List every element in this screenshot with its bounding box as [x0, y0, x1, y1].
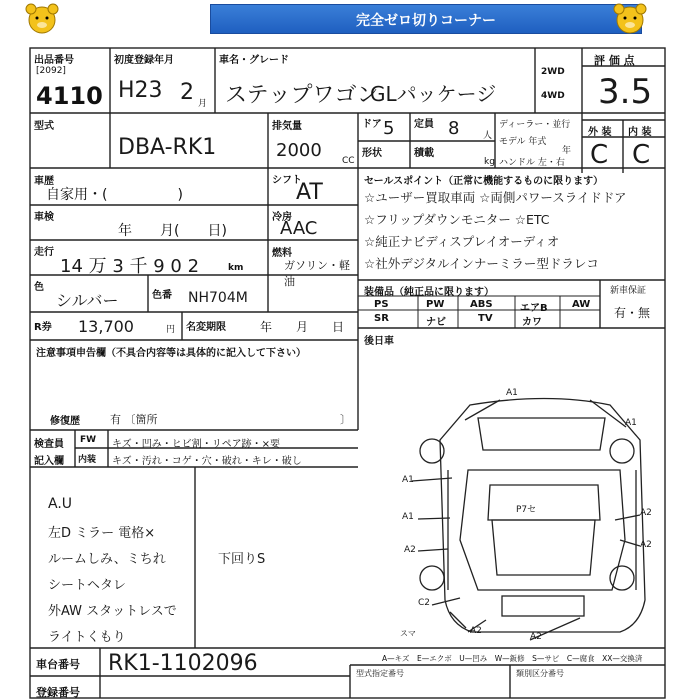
mileage-value: 14 万 3 千 9 0 2 [60, 256, 200, 277]
damage-mark: A1 [402, 512, 414, 522]
load-label: 積載 [414, 148, 434, 159]
fw-label: FW [80, 435, 97, 445]
banner-title: 完全ゼロ切りコーナー [356, 13, 496, 29]
repair-label: 修復歴 [50, 416, 80, 427]
sales-point-item: ☆フリップダウンモニター ☆ETC [364, 212, 550, 227]
model-label: 車名・グレード [219, 55, 289, 66]
notes-label: 注意事項申告欄（不具合内容等は具体的に記入して下さい） [36, 348, 306, 359]
damage-mark: A2 [470, 626, 482, 636]
sales-point-item: ☆社外デジタルインナーミラー型ドラレコ [364, 256, 599, 271]
grade: GLパッケージ [370, 82, 497, 106]
exterior-label: 外 装 [588, 127, 612, 138]
codes-exterior: キズ・凹み・ヒビ割・リペア跡・×要 [112, 439, 280, 450]
drive-4wd: 4WD [541, 91, 565, 101]
drive-2wd: 2WD [541, 67, 565, 77]
chassis-label: 車台番号 [36, 658, 80, 671]
recycle-value: 13,700 [78, 317, 134, 336]
under-note: 下回りS [218, 552, 266, 567]
category-label: 類別区分番号 [516, 669, 564, 678]
inspector-label: 検査員 [34, 439, 64, 450]
first-reg-label: 初度登録年月 [114, 55, 174, 66]
mileage-label: 走行 [34, 247, 54, 258]
banner [210, 4, 642, 34]
capacity-value: 8 [448, 118, 460, 139]
type-designation-label: 型式指定番号 [356, 669, 404, 678]
lot-label: 出品番号 [34, 55, 74, 66]
mascot-bear-icon [22, 2, 62, 36]
warranty-value: 有・無 [614, 306, 651, 320]
sales-points-label: セールスポイント（正常に機能するものに限ります） [364, 176, 604, 187]
km-unit: km [228, 263, 244, 273]
inspection-value: 年 月( 日) [118, 223, 227, 239]
damage-mark: A2 [640, 540, 652, 550]
model-year-label: モデル 年式 [499, 137, 547, 147]
recycle-label: R券 [34, 322, 52, 333]
cc-unit: CC [342, 156, 355, 166]
color-value: シルバー [56, 291, 119, 310]
after-label: 後日車 [364, 336, 394, 347]
note-line: A.U [48, 496, 73, 512]
inspection-label: 車検 [34, 212, 54, 223]
capacity-label: 定員 [414, 119, 434, 130]
note-line: ライトくもり [48, 630, 126, 645]
equip-abs: ABS [470, 299, 493, 310]
codes-interior: キズ・汚れ・コゲ・穴・破れ・キレ・破し [112, 456, 302, 467]
interior-label: 内 装 [628, 127, 652, 138]
damage-mark: A2 [640, 508, 652, 518]
sales-point-item: ☆ユーザー買取車両 ☆両側パワースライドドア [364, 190, 627, 205]
name-change-value: 年 月 日 [260, 320, 345, 334]
note-line: 外AW スタットレスで [48, 604, 177, 619]
damage-mark: A1 [506, 388, 518, 398]
note-line: シートヘタレ [48, 578, 127, 593]
dealer-label: ディーラー・並行 [499, 120, 571, 130]
use-value: 自家用・( ) [46, 187, 183, 203]
damage-mark: A2 [530, 632, 542, 642]
type-label: 型式 [34, 121, 54, 132]
reg-year: H23 [118, 78, 163, 103]
damage-mark: スマ [400, 629, 416, 638]
equip-sr: SR [374, 313, 389, 324]
color-no-label: 色番 [152, 290, 172, 301]
repair-value: 有 〔箇所 [110, 413, 158, 426]
lot-number: 4110 [36, 82, 103, 110]
damage-mark: A2 [404, 545, 416, 555]
new-warranty-label: 新車保証 [610, 286, 647, 296]
reg-month: 2 [180, 80, 194, 105]
equip-navi: ナビ [426, 317, 446, 328]
damage-mark: A1 [625, 418, 637, 428]
equip-pw: PW [426, 299, 445, 310]
equip-tv: TV [478, 313, 493, 324]
interior-grade: C [632, 140, 651, 170]
registration-label: 登録番号 [36, 686, 80, 699]
mascot-bear-icon [610, 2, 650, 36]
entry-label: 記入欄 [34, 456, 64, 467]
yen-unit: 円 [166, 325, 176, 335]
lot-sub: [2092] [36, 66, 66, 76]
score-value: 3.5 [598, 72, 653, 112]
color-no-value: NH704M [188, 290, 248, 306]
fuel-value: ガソリン・軽 油 [284, 259, 350, 288]
chassis-value: RK1-1102096 [108, 651, 258, 676]
color-label: 色 [34, 282, 44, 293]
car-diagram [412, 399, 645, 641]
shift-label: シフト [272, 175, 302, 186]
damage-mark: C2 [418, 598, 431, 608]
equip-aw: AW [572, 299, 591, 310]
handle-label: ハンドル 左・右 [499, 158, 565, 168]
equip-ps: PS [374, 299, 389, 310]
shift-value: AT [296, 180, 323, 205]
door-value: 5 [383, 118, 395, 139]
sales-point-item: ☆純正ナビディスプレイオーディオ [364, 234, 560, 249]
damage-mark: A1 [402, 475, 414, 485]
kg-unit: kg [484, 157, 495, 167]
exterior-grade: C [590, 140, 609, 170]
equip-airbag: エアB [520, 303, 548, 314]
year-unit: 年 [562, 146, 572, 156]
model-name: ステップワゴン [225, 83, 379, 108]
capacity-unit: 人 [483, 131, 493, 141]
type-value: DBA-RK1 [118, 135, 217, 160]
door-label: ドア [362, 119, 382, 130]
ac-value: AAC [280, 218, 318, 239]
note-line: 左D ミラー 電格× [48, 526, 156, 541]
name-change-label: 名変期限 [186, 322, 226, 333]
damage-legend: A—キズ E—エクボ U—凹み W—鈑修 S—サビ C—腐食 XX—交換済 [382, 654, 643, 663]
repair-close: 〕 [340, 413, 351, 426]
displacement-label: 排気量 [272, 121, 302, 132]
use-label: 車歴 [34, 176, 54, 187]
month-unit: 月 [198, 99, 208, 109]
ac-label: 冷房 [272, 212, 292, 223]
shape-label: 形状 [362, 148, 382, 159]
displacement-value: 2000 [276, 140, 322, 161]
fuel-label: 燃料 [272, 248, 292, 259]
interior-code-label: 内装 [78, 455, 97, 465]
equipment-label: 装備品（純正品に限ります） [364, 287, 494, 298]
equip-leather: カワ [522, 317, 542, 328]
note-line: ルームしみ、ミちれ [48, 552, 166, 567]
score-label: 評 価 点 [594, 54, 635, 67]
damage-mark: P7セ [516, 505, 537, 515]
